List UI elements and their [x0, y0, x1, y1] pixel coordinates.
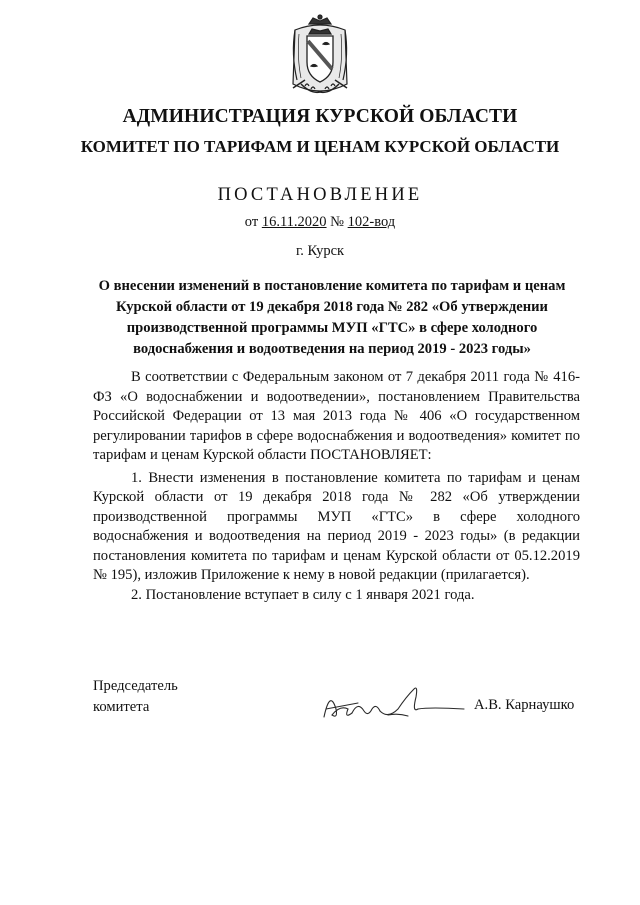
signatory-name: А.В. Карнаушко [474, 697, 575, 713]
document-date: 16.11.2020 [261, 214, 327, 230]
item-1-paragraph: 1. Внести изменения в постановление комитета по тарифам и ценам Курской области от 19 декабря 2018 года № 282 «Об утверждении производственной программы МУП «ГТС» в сфере холодного водоснабжения и водоотведения на период 2019 - 2023 годы» (в редакции постановления комитета по тарифам и ценам Курской области от 05.12.2019 № 195), изложив Приложение к нему в новой редакции (прилагается). [93, 469, 580, 583]
document-body [93, 368, 580, 605]
coat-of-arms-icon [287, 14, 353, 100]
document-title: О внесении изменений в постановление комитета по тарифам и ценам Курской области от 19 декабря 2018 года № 282 «Об утверждении производственной программы МУП «ГТС» в сфере холодного водоснабжения и водоотведения на период 2019 - 2023 годы» [98, 278, 566, 357]
date-prefix: от [244, 214, 262, 230]
position-line-2: комитета [93, 699, 150, 715]
committee-heading: КОМИТЕТ ПО ТАРИФАМ И ЦЕНАМ КУРСКОЙ ОБЛАСТИ [80, 137, 560, 156]
number-sign: № [326, 214, 348, 230]
preamble-paragraph: В соответствии с Федеральным законом от 7 декабря 2011 года № 416-ФЗ «О водоснабжении и водоотведении», постановлением Правительства Российской Федерации от 13 мая 2013 года № 406 «О государственном регулировании тарифов в сфере водоснабжения и водоотведения» комитет по тарифам и ценам Курской области ПОСТАНОВЛЯЕТ: [93, 369, 580, 463]
position-line-1: Председатель [93, 678, 178, 694]
signatory-position [93, 676, 178, 718]
administration-heading: АДМИНИСТРАЦИЯ КУРСКОЙ ОБЛАСТИ [122, 106, 518, 127]
document-city: г. Курск [295, 243, 345, 259]
document-type: ПОСТАНОВЛЕНИЕ [217, 185, 423, 205]
document-number: 102-вод [347, 214, 396, 230]
handwritten-signature-icon [318, 679, 466, 729]
item-2-paragraph: 2. Постановление вступает в силу с 1 января 2021 года. [131, 586, 475, 603]
document-dateline [0, 214, 640, 231]
